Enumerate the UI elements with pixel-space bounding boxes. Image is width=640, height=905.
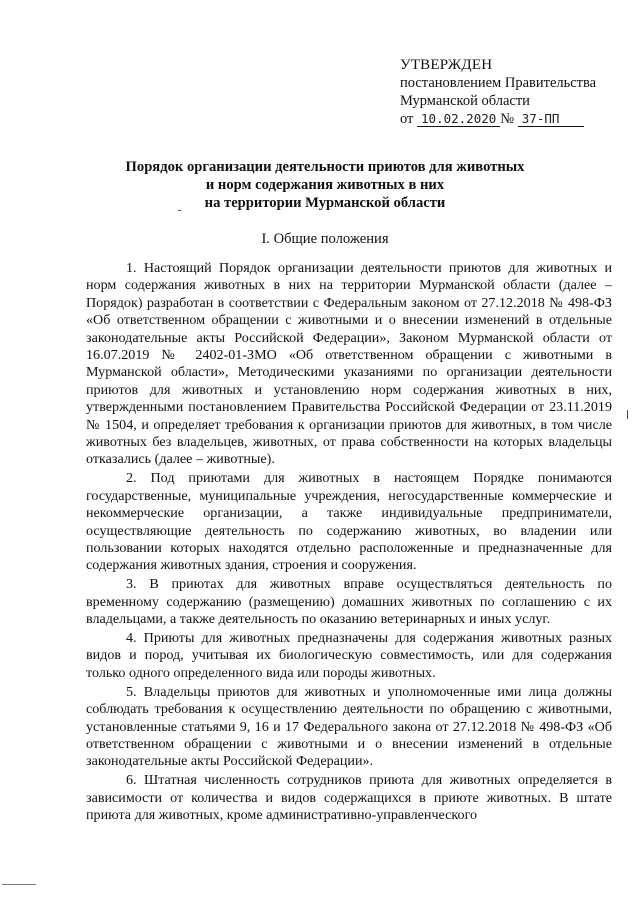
paragraph-5: 5. Владельцы приютов для животных и уполномоченные ими лица должны соблюдать требования к осуществлению деятельности по обращению с животными, установленные статьями 9, 16 и 17 Федерального закона от 27.12.2018 № 498-ФЗ «Об ответственном обращении с животными и о внесении изменений в отдельные законодательные акты Российской Федерации». <box>86 683 612 770</box>
document-title <box>60 158 590 212</box>
approval-line-1: постановлением Правительства <box>400 75 597 91</box>
number-prefix: № <box>500 111 515 127</box>
approval-stamp <box>400 56 630 128</box>
scan-margin-mark <box>627 410 628 419</box>
approval-number: 37-ПП <box>518 111 584 127</box>
title-line-2: и норм содержания животных в них <box>205 177 445 193</box>
section-heading: I. Общие положения <box>261 231 389 247</box>
document-body <box>86 260 612 826</box>
scan-footer-line <box>2 884 36 885</box>
title-line-1: Порядок организации деятельности приютов для животных <box>125 159 525 175</box>
date-prefix: от <box>400 111 414 127</box>
paragraph-2: 2. Под приютами для животных в настоящем Порядке понимаются государственные, муниципальные учреждения, негосударственные коммерческие и некоммерческие организации, а также индивидуальные предприниматели, осуществляющие деятельность по содержанию животных, во владении или пользовании которых находятся отдельно расположенные и предназначенные для содержания животных здания, строения и сооружения. <box>86 470 612 574</box>
approval-label: УТВЕРЖДЕН <box>400 57 493 73</box>
approval-date-line <box>400 110 630 128</box>
approval-line-2: Мурманской области <box>400 93 530 109</box>
paragraph-3: 3. В приютах для животных вправе осуществляться деятельность по временному содержанию (размещению) домашних животных по соглашению с их владельцами, а также деятельность по оказанию ветеринарных и иных услуг. <box>86 576 612 628</box>
scan-speck <box>178 210 181 211</box>
paragraph-1: 1. Настоящий Порядок организации деятельности приютов для животных и норм содержания животных в них на территории Мурманской области (далее – Порядок) разработан в соответствии с Федеральным законом от 27.12.2018 № 498-ФЗ «Об ответственном обращении с животными и о внесении изменений в отдельные законодательные акты Российской Федерации», Законом Мурманской области от 16.07.2019 № 2402-01-ЗМО «Об ответственном обращении с животными в Мурманской области», Методическими указаниями по организации деятельности приютов для животных и установлению норм содержания животных в них, утвержденными постановлением Правительства Российской Федерации от 23.11.2019 № 1504, и определяет требования к организации приютов для животных, в том числе животных без владельцев, животных, от права собственности на которых владельцы отказались (далее – животные). <box>86 260 612 468</box>
paragraph-6: 6. Штатная численность сотрудников приюта для животных определяется в зависимости от количества и видов содержащихся в приюте животных. В штате приюта для животных, кроме административно-управленческого <box>86 772 612 824</box>
paragraph-4: 4. Приюты для животных предназначены для содержания животных разных видов и пород, учитывая их биологическую совместимость, или для содержания только одного определенного вида или породы животных. <box>86 630 612 681</box>
approval-date: 10.02.2020 <box>417 111 500 127</box>
title-line-3: на территории Мурманской области <box>204 195 446 211</box>
